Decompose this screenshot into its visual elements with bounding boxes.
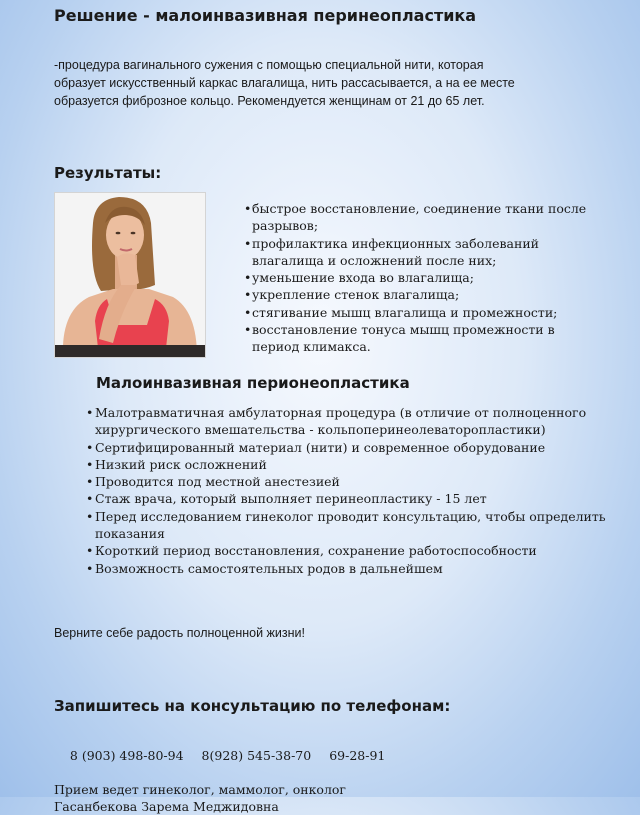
phone-number[interactable]: 8 (903) 498-80-94 [69, 748, 184, 763]
phone-row [54, 730, 403, 781]
phone-number[interactable]: 8(928) 545-38-70 [201, 748, 312, 763]
doctor-name: Гасанбекова Зарема Меджидовна [54, 799, 279, 814]
list-item: • Малотравматичная амбулаторная процедура (в отличие от полноценного хирургического вмешательства - кольпоперинеолеваторопластики) [86, 404, 626, 439]
solution-line: образует искусственный каркас влагалища, нить рассасывается, а на ее месте [54, 76, 515, 90]
list-item: • стягивание мышц влагалища и промежности; [244, 304, 604, 321]
solution-description [54, 56, 594, 110]
staff-line: Прием ведет гинеколог, маммолог, онколог [54, 782, 346, 797]
list-item: • Низкий риск осложнений [86, 456, 626, 473]
phone-number[interactable]: 69-28-91 [329, 748, 386, 763]
solution-line: -процедура вагинального сужения с помощью специальной нити, которая [54, 58, 484, 72]
list-item: • укрепление стенок влагалища; [244, 286, 604, 303]
list-item: • Проводится под местной анестезией [86, 473, 626, 490]
list-item: • Короткий период восстановления, сохранение работоспособности [86, 542, 626, 559]
woman-portrait-illustration [55, 193, 205, 357]
contact-block [54, 730, 403, 815]
list-item: • профилактика инфекционных заболеваний влагалища и осложнений после них; [244, 235, 604, 270]
list-item: • Стаж врача, который выполняет перинеопластику - 15 лет [86, 490, 626, 507]
solution-line: образуется фиброзное кольцо. Рекомендуется женщинам от 21 до 65 лет. [54, 94, 485, 108]
woman-portrait-image [54, 192, 206, 358]
slogan: Верните себе радость полноценной жизни! [54, 626, 305, 640]
list-item: • восстановление тонуса мышц промежности в период климакса. [244, 321, 604, 356]
benefits-list [86, 404, 626, 577]
results-list [244, 200, 604, 356]
list-item: • Возможность самостоятельных родов в дальнейшем [86, 560, 626, 577]
contact-title: Запишитесь на консультацию по телефонам: [54, 697, 451, 715]
minimal-invasive-title: Малоинвазивная перионеопластика [96, 374, 410, 392]
solution-title: Решение - малоинвазивная перинеопластика [54, 6, 477, 25]
list-item: • быстрое восстановление, соединение ткани после разрывов; [244, 200, 604, 235]
list-item: • уменьшение входа во влагалища; [244, 269, 604, 286]
list-item: • Сертифицированный материал (нити) и современное оборудование [86, 439, 626, 456]
list-item: • Перед исследованием гинеколог проводит консультацию, чтобы определить показания [86, 508, 626, 543]
results-title: Результаты: [54, 164, 162, 182]
